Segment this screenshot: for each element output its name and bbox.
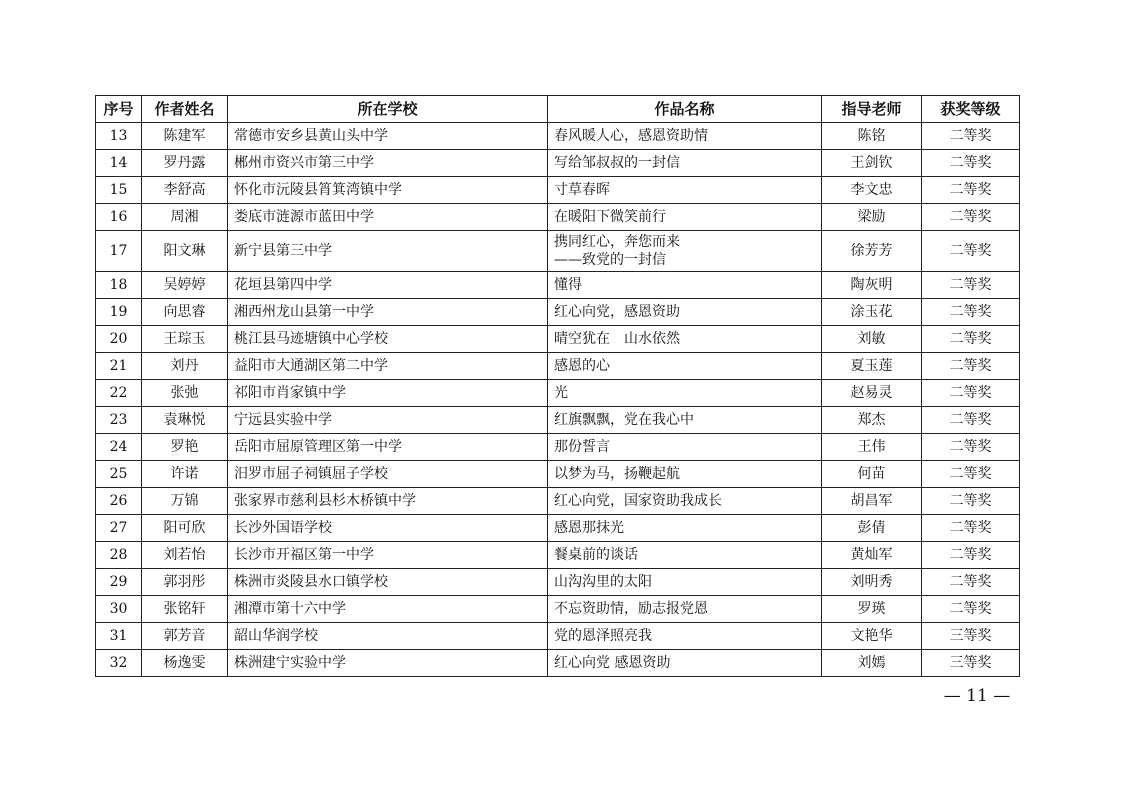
cell-award-level: 二等奖: [922, 353, 1020, 380]
cell-award-level: 二等奖: [922, 123, 1020, 150]
cell-serial-number: 32: [96, 650, 142, 677]
table-header-row: [96, 96, 1020, 123]
header-advisor: 指导老师: [822, 96, 922, 123]
cell-advisor: 陈铭: [822, 123, 922, 150]
cell-award-level: 二等奖: [922, 461, 1020, 488]
cell-serial-number: 19: [96, 299, 142, 326]
cell-author-name: 罗丹露: [142, 150, 228, 177]
award-table-container: [95, 95, 1019, 677]
page-number: — 11 —: [943, 686, 1011, 706]
cell-award-level: 二等奖: [922, 299, 1020, 326]
award-table: [95, 95, 1020, 677]
cell-award-level: 二等奖: [922, 488, 1020, 515]
cell-advisor: 梁励: [822, 204, 922, 231]
cell-school: 花垣县第四中学: [228, 272, 548, 299]
cell-serial-number: 21: [96, 353, 142, 380]
table-row: [96, 150, 1020, 177]
cell-author-name: 王琮玉: [142, 326, 228, 353]
cell-serial-number: 29: [96, 569, 142, 596]
cell-advisor: 黄灿军: [822, 542, 922, 569]
cell-author-name: 阳文琳: [142, 231, 228, 272]
cell-work-title: 那份誓言: [548, 434, 822, 461]
table-row: [96, 515, 1020, 542]
cell-work-title: 晴空犹在 山水依然: [548, 326, 822, 353]
cell-serial-number: 18: [96, 272, 142, 299]
cell-serial-number: 31: [96, 623, 142, 650]
cell-author-name: 郭羽彤: [142, 569, 228, 596]
cell-work-title: 不忘资助情，励志报党恩: [548, 596, 822, 623]
table-row: [96, 542, 1020, 569]
header-serial-number: 序号: [96, 96, 142, 123]
cell-author-name: 杨逸雯: [142, 650, 228, 677]
cell-advisor: 王剑钦: [822, 150, 922, 177]
cell-school: 郴州市资兴市第三中学: [228, 150, 548, 177]
cell-serial-number: 23: [96, 407, 142, 434]
cell-author-name: 郭芳音: [142, 623, 228, 650]
cell-author-name: 袁琳悦: [142, 407, 228, 434]
work-title-line: 携同红心，奔您而来: [554, 234, 680, 250]
cell-author-name: 向思睿: [142, 299, 228, 326]
cell-school: 汨罗市屈子祠镇屈子学校: [228, 461, 548, 488]
cell-serial-number: 17: [96, 231, 142, 272]
cell-advisor: 彭倩: [822, 515, 922, 542]
cell-work-title: 感恩那抹光: [548, 515, 822, 542]
cell-author-name: 刘丹: [142, 353, 228, 380]
cell-award-level: 二等奖: [922, 150, 1020, 177]
cell-serial-number: 22: [96, 380, 142, 407]
cell-award-level: 二等奖: [922, 204, 1020, 231]
table-row: [96, 623, 1020, 650]
cell-award-level: 二等奖: [922, 231, 1020, 272]
cell-school: 湘潭市第十六中学: [228, 596, 548, 623]
cell-advisor: 罗瑛: [822, 596, 922, 623]
cell-school: 岳阳市屈原管理区第一中学: [228, 434, 548, 461]
cell-serial-number: 30: [96, 596, 142, 623]
table-row: [96, 380, 1020, 407]
table-row: [96, 299, 1020, 326]
cell-award-level: 二等奖: [922, 596, 1020, 623]
cell-serial-number: 20: [96, 326, 142, 353]
cell-work-title: 写给邹叔叔的一封信: [548, 150, 822, 177]
cell-serial-number: 13: [96, 123, 142, 150]
cell-author-name: 吴婷婷: [142, 272, 228, 299]
table-row: [96, 231, 1020, 272]
table-row: [96, 596, 1020, 623]
table-row: [96, 353, 1020, 380]
cell-work-title: 红心向党，感恩资助: [548, 299, 822, 326]
cell-award-level: 二等奖: [922, 380, 1020, 407]
cell-author-name: 李舒高: [142, 177, 228, 204]
cell-work-title: 红心向党，国家资助我成长: [548, 488, 822, 515]
table-row: [96, 407, 1020, 434]
cell-serial-number: 14: [96, 150, 142, 177]
cell-school: 湘西州龙山县第一中学: [228, 299, 548, 326]
table-body: [96, 123, 1020, 677]
cell-serial-number: 25: [96, 461, 142, 488]
cell-advisor: 王伟: [822, 434, 922, 461]
cell-advisor: 徐芳芳: [822, 231, 922, 272]
table-row: [96, 326, 1020, 353]
cell-award-level: 二等奖: [922, 272, 1020, 299]
cell-serial-number: 26: [96, 488, 142, 515]
cell-author-name: 周湘: [142, 204, 228, 231]
cell-advisor: 赵易灵: [822, 380, 922, 407]
cell-author-name: 许诺: [142, 461, 228, 488]
table-row: [96, 272, 1020, 299]
cell-work-title: 党的恩泽照亮我: [548, 623, 822, 650]
cell-school: 株洲建宁实验中学: [228, 650, 548, 677]
work-title-subline: ——致党的一封信: [554, 252, 666, 268]
cell-school: 新宁县第三中学: [228, 231, 548, 272]
cell-work-title: 光: [548, 380, 822, 407]
cell-work-title: 红旗飘飘，党在我心中: [548, 407, 822, 434]
cell-school: 韶山华润学校: [228, 623, 548, 650]
cell-author-name: 万锦: [142, 488, 228, 515]
table-row: [96, 461, 1020, 488]
cell-school: 长沙市开福区第一中学: [228, 542, 548, 569]
cell-award-level: 二等奖: [922, 177, 1020, 204]
cell-school: 常德市安乡县黄山头中学: [228, 123, 548, 150]
table-row: [96, 177, 1020, 204]
cell-work-title: 山沟沟里的太阳: [548, 569, 822, 596]
cell-advisor: 胡昌军: [822, 488, 922, 515]
cell-serial-number: 28: [96, 542, 142, 569]
cell-advisor: 刘明秀: [822, 569, 922, 596]
cell-award-level: 二等奖: [922, 569, 1020, 596]
table-row: [96, 569, 1020, 596]
cell-award-level: 二等奖: [922, 326, 1020, 353]
cell-advisor: 涂玉花: [822, 299, 922, 326]
cell-advisor: 夏玉莲: [822, 353, 922, 380]
table-row: [96, 204, 1020, 231]
cell-author-name: 张弛: [142, 380, 228, 407]
cell-work-title: 寸草春晖: [548, 177, 822, 204]
cell-author-name: 罗艳: [142, 434, 228, 461]
cell-school: 长沙外国语学校: [228, 515, 548, 542]
cell-work-title: 在暖阳下微笑前行: [548, 204, 822, 231]
cell-author-name: 刘若怡: [142, 542, 228, 569]
table-row: [96, 650, 1020, 677]
header-work-title: 作品名称: [548, 96, 822, 123]
table-row: [96, 488, 1020, 515]
cell-serial-number: 15: [96, 177, 142, 204]
header-award-level: 获奖等级: [922, 96, 1020, 123]
cell-advisor: 陶灰明: [822, 272, 922, 299]
cell-work-title: [548, 231, 822, 272]
cell-work-title: 餐桌前的谈话: [548, 542, 822, 569]
cell-work-title: 感恩的心: [548, 353, 822, 380]
cell-advisor: 李文忠: [822, 177, 922, 204]
cell-advisor: 刘嫣: [822, 650, 922, 677]
cell-school: 桃江县马迹塘镇中心学校: [228, 326, 548, 353]
cell-award-level: 二等奖: [922, 515, 1020, 542]
cell-advisor: 刘敏: [822, 326, 922, 353]
table-row: [96, 434, 1020, 461]
cell-award-level: 二等奖: [922, 542, 1020, 569]
cell-work-title: 春风暖人心，感恩资助情: [548, 123, 822, 150]
header-author-name: 作者姓名: [142, 96, 228, 123]
cell-advisor: 郑杰: [822, 407, 922, 434]
cell-school: 株洲市炎陵县水口镇学校: [228, 569, 548, 596]
cell-award-level: 三等奖: [922, 623, 1020, 650]
cell-school: 张家界市慈利县杉木桥镇中学: [228, 488, 548, 515]
cell-award-level: 三等奖: [922, 650, 1020, 677]
cell-school: 怀化市沅陵县筲箕湾镇中学: [228, 177, 548, 204]
cell-award-level: 二等奖: [922, 434, 1020, 461]
cell-work-title: 以梦为马，扬鞭起航: [548, 461, 822, 488]
cell-school: 宁远县实验中学: [228, 407, 548, 434]
cell-school: 益阳市大通湖区第二中学: [228, 353, 548, 380]
cell-author-name: 阳可欣: [142, 515, 228, 542]
cell-author-name: 陈建军: [142, 123, 228, 150]
cell-advisor: 何苗: [822, 461, 922, 488]
cell-author-name: 张铭轩: [142, 596, 228, 623]
cell-school: 祁阳市肖家镇中学: [228, 380, 548, 407]
cell-award-level: 二等奖: [922, 407, 1020, 434]
cell-work-title: 懂得: [548, 272, 822, 299]
cell-serial-number: 24: [96, 434, 142, 461]
cell-serial-number: 27: [96, 515, 142, 542]
header-school: 所在学校: [228, 96, 548, 123]
cell-school: 娄底市涟源市蓝田中学: [228, 204, 548, 231]
table-row: [96, 123, 1020, 150]
cell-advisor: 文艳华: [822, 623, 922, 650]
cell-work-title: 红心向党 感恩资助: [548, 650, 822, 677]
cell-serial-number: 16: [96, 204, 142, 231]
